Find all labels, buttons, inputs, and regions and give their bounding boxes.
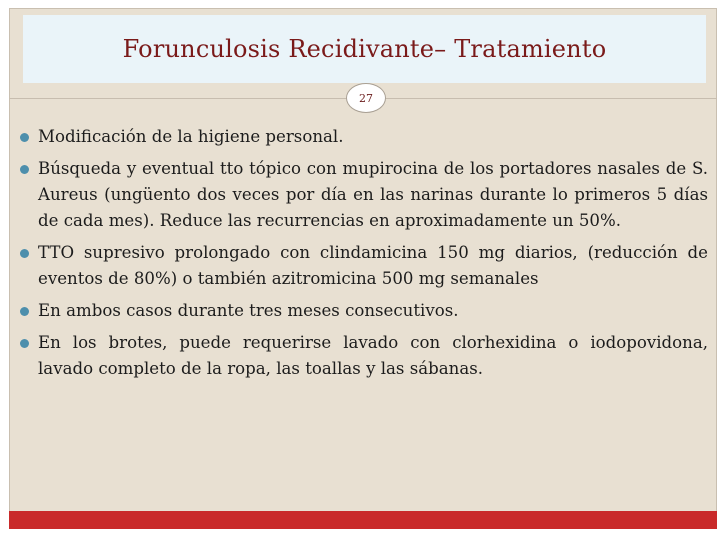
bullet-text: En los brotes, puede requerirse lavado con clorhexidina o iodopovidona, lavado completo de la ropa, las toallas y las sábanas.: [38, 333, 708, 378]
bullet-text: Modificación de la higiene personal.: [38, 127, 344, 146]
page-number: 27: [359, 91, 373, 105]
bullet-text: En ambos casos durante tres meses consecutivos.: [38, 301, 459, 320]
page-number-badge: [346, 83, 386, 113]
bullet-list: [18, 124, 708, 388]
bullet-dot-icon: [20, 165, 29, 174]
bullet-dot-icon: [20, 339, 29, 348]
bottom-accent-bar: [9, 511, 717, 529]
bullet-item: [18, 330, 708, 382]
slide-title: Forunculosis Recidivante– Tratamiento: [122, 35, 607, 63]
bullet-dot-icon: [20, 249, 29, 258]
bullet-item: [18, 298, 708, 324]
bullet-text: Búsqueda y eventual tto tópico con mupirocina de los portadores nasales de S. Aureus (ungüento dos veces por día en las narinas durante lo primeros 5 días de cada mes). Reduce las recurrencias en aproximadamente un 50%.: [38, 159, 708, 230]
bullet-item: [18, 124, 708, 150]
bullet-dot-icon: [20, 133, 29, 142]
title-box: [23, 15, 706, 83]
bullet-text: TTO supresivo prolongado con clindamicina 150 mg diarios, (reducción de eventos de 80%) o también azitromicina 500 mg semanales: [38, 243, 708, 288]
bullet-item: [18, 240, 708, 292]
bullet-dot-icon: [20, 307, 29, 316]
bullet-item: [18, 156, 708, 234]
